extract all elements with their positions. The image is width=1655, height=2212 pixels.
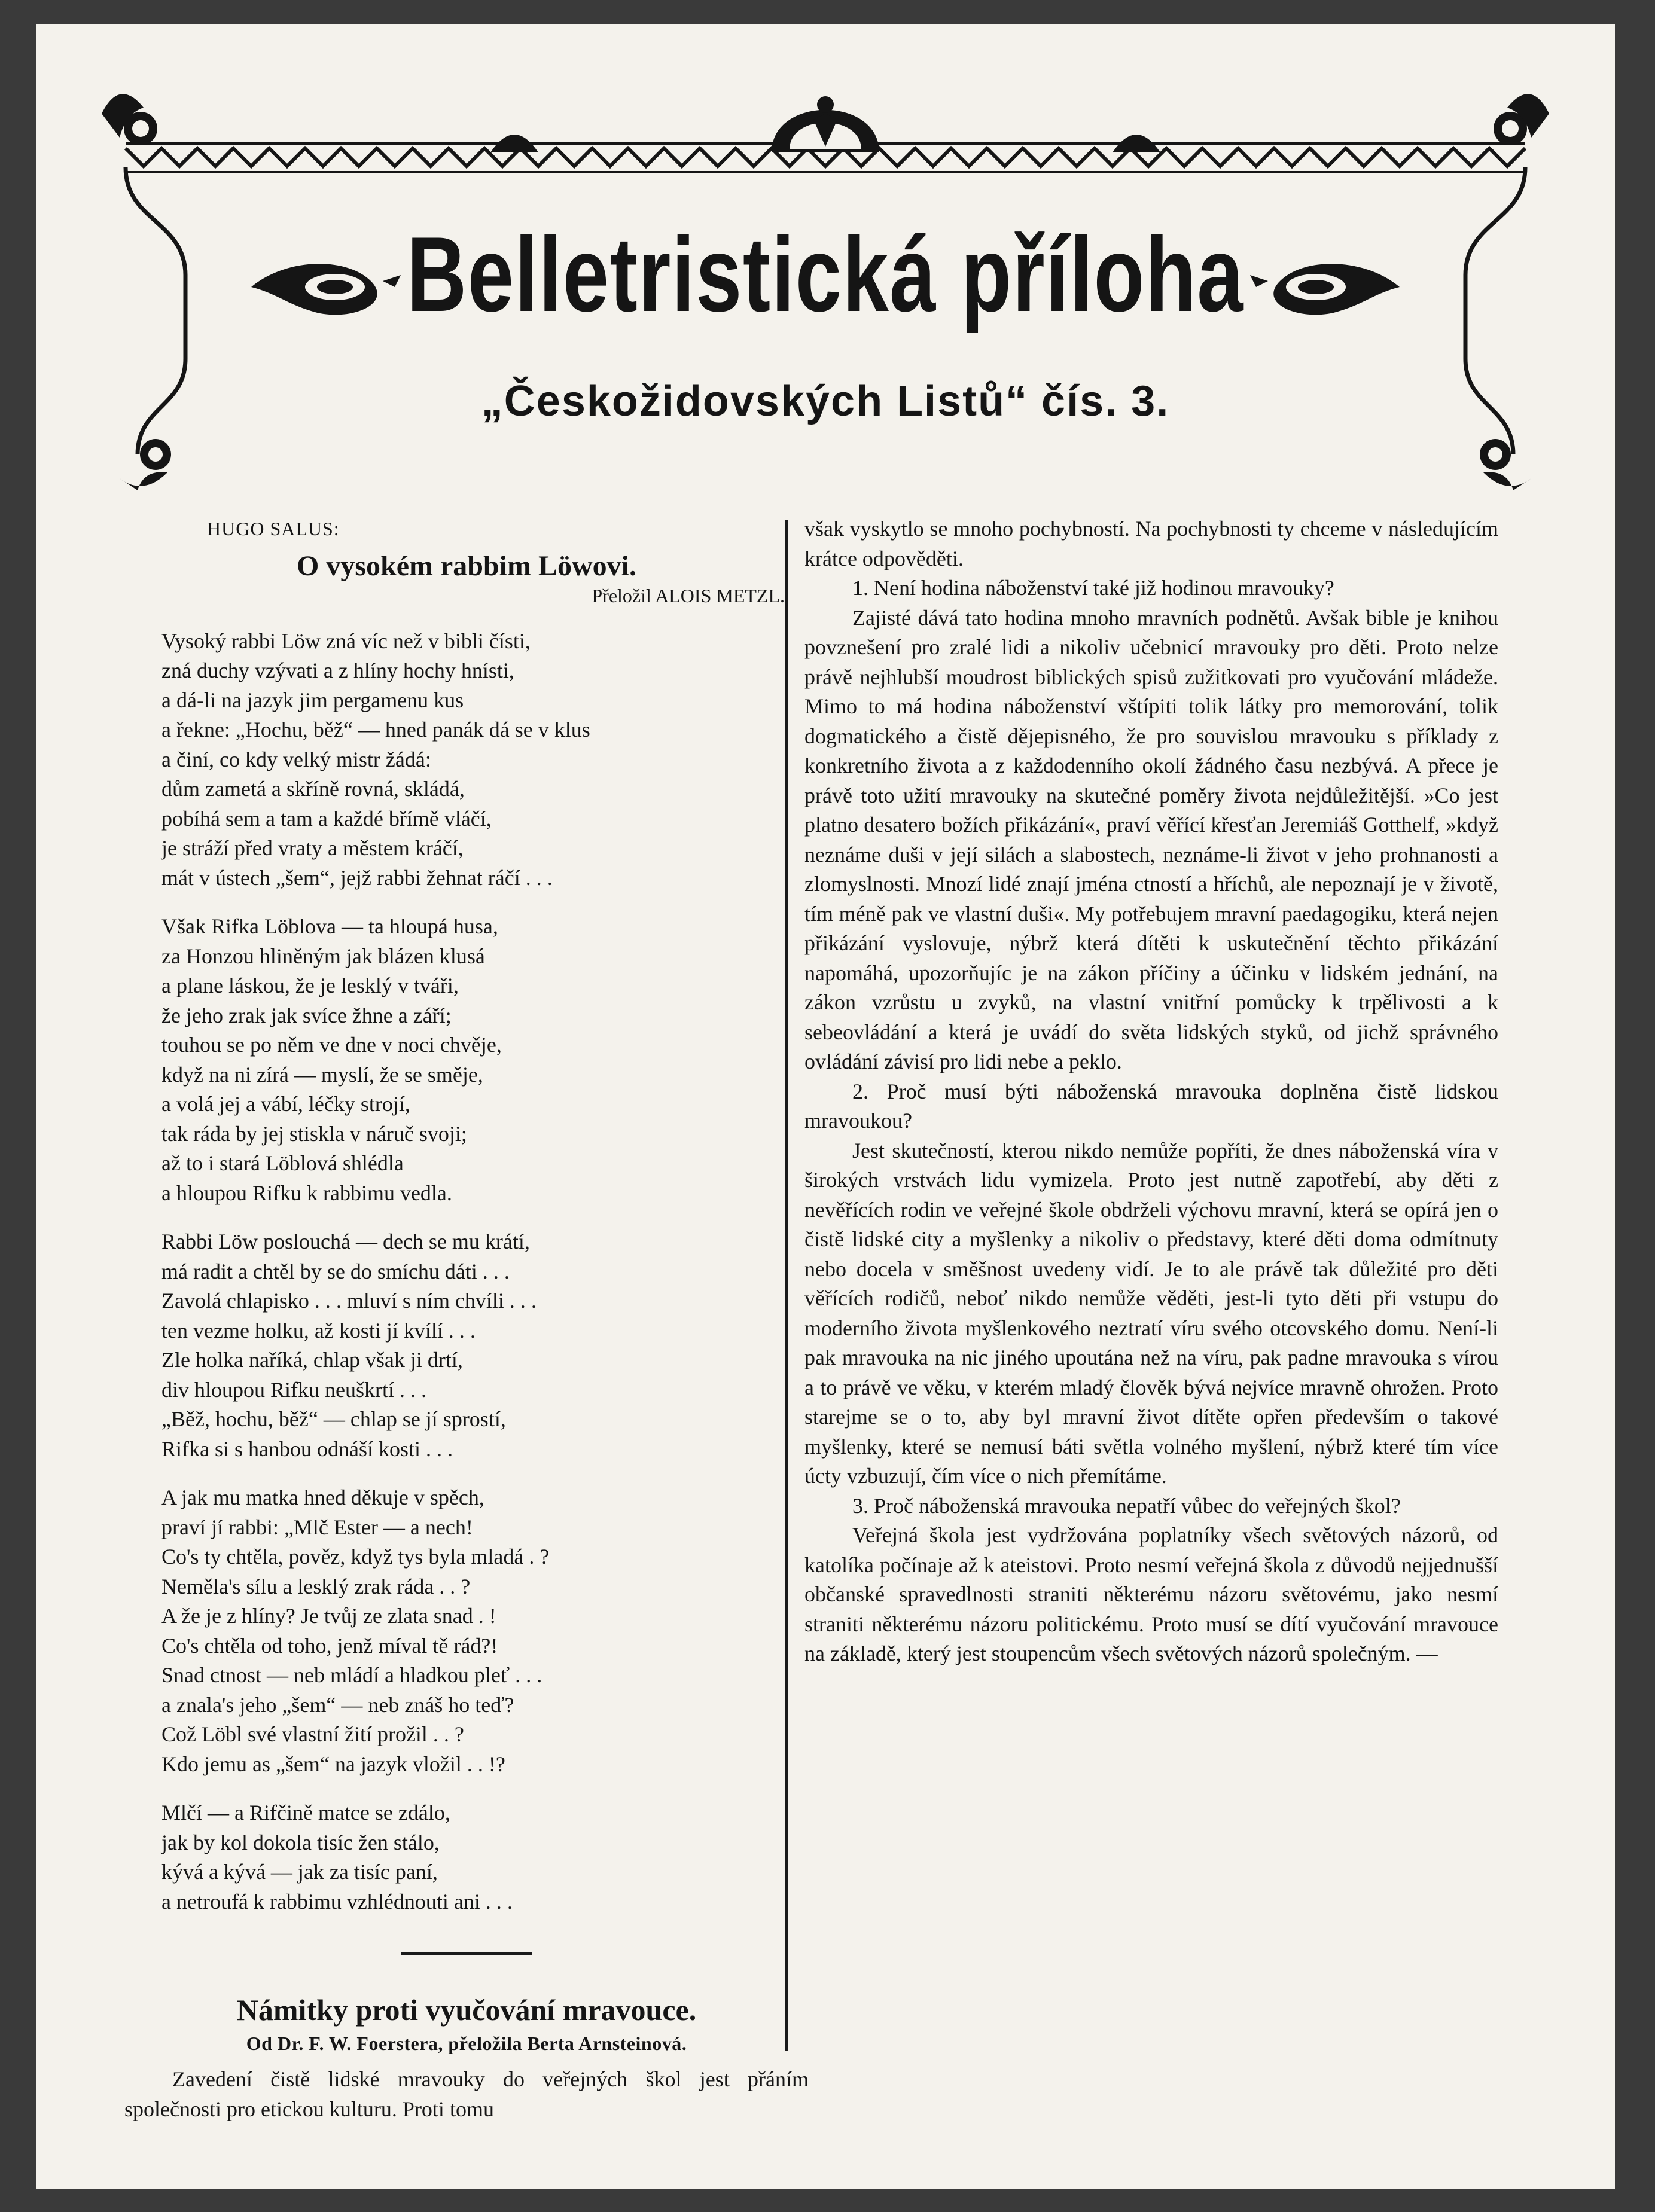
poem-line: a netroufá k rabbimu vzhlédnouti ani . . . — [161, 1889, 513, 1914]
article-byline: Od Dr. F. W. Foerstera, přeložila Berta Arnsteinová. — [246, 2033, 687, 2054]
corner-flourish-icon — [1480, 94, 1549, 490]
poem-title: O vysokém rabbim Löwovi. — [296, 550, 637, 582]
masthead-title: Belletristická příloha — [406, 215, 1245, 334]
poem-line: a řekne: „Hochu, běž“ — hned panák dá se v klus — [161, 718, 590, 742]
poem-author: HUGO SALUS: — [207, 518, 340, 539]
article-paragraph: Jest skutečností, kterou nikdo nemůže popříti, že dnes náboženská víra v širokých vrstvách lidu vymizela. Proto jest nutně zapotřebí, aby děti z nevěřících rodin ve veřejné škole obdrželi výchovu mravní, která se opírá jen o čistě lidské city a myšlenky a nikoliv o představy, které děti doma odmítnuty nebo docela v směšnost uvedeny vidí. Je to ale právě tak důležité pro děti věřících rodičů, neboť nikdo nemůže věděti, jest-li tyto děti při vstupu do moderního života myšlenkového neztratí víru svého otcovského domu. Není-li pak mravouka na nic jiného upoutána než na víru, pak padne mravouka s vírou a to právě ve věku, v kterém mladý člověk bývá nejvíce mravně ohrožen. Proto starejme se o to, aby byl mravní život dítěte opřen především o takové myšlenky, které se nemusí báti světla volného myšlení, nýbrž které tím více úcty vzbuzují, čím více o nich přemítáme. — [804, 1138, 1498, 1488]
poem-line: ten vezme holku, až kosti jí kvílí . . . — [161, 1318, 476, 1343]
poem-line: kývá a kývá — jak za tisíc paní, — [161, 1860, 438, 1884]
left-column — [124, 514, 809, 2124]
poem-line: Neměla's sílu a lesklý zrak ráda . . ? — [161, 1574, 471, 1598]
poem-line: zná duchy vzývati a z hlíny hochy hnísti, — [161, 658, 514, 682]
poem-line: Což Löbl své vlastní žití prožil . . ? — [161, 1722, 464, 1746]
poem-line: Rifka si s hanbou odnáší kosti . . . — [161, 1436, 453, 1461]
section-separator — [401, 1952, 532, 1955]
poem-line: touhou se po něm ve dne v noci chvěje, — [161, 1033, 502, 1057]
right-column — [804, 514, 1498, 1669]
poem-stanza — [161, 912, 809, 1208]
poem-line: Zle holka naříká, chlap však ji drtí, — [161, 1348, 463, 1372]
article-question: 3. Proč náboženská mravouka nepatří vůbec do veřejných škol? — [852, 1493, 1401, 1518]
poem-line: a činí, co kdy velký mistr žádá: — [161, 747, 431, 771]
poem-line: A jak mu matka hned děkuje v spěch, — [161, 1485, 484, 1509]
poem-stanza — [161, 1798, 809, 1917]
poem-line: Snad ctnost — neb mládí a hladkou pleť . . . — [161, 1663, 542, 1687]
poem-line: Co's chtěla od toho, jenž míval tě rád?! — [161, 1633, 498, 1658]
corner-flourish-icon — [102, 94, 171, 490]
poem-line: když na ni zírá — myslí, že se směje, — [161, 1062, 483, 1087]
poem-line: pobíhá sem a tam a každé břímě vláčí, — [161, 806, 492, 831]
poem-line: A že je z hlíny? Je tvůj ze zlata snad . ! — [161, 1604, 496, 1628]
poem-line: div hloupou Rifku neuškrtí . . . — [161, 1377, 426, 1402]
poem-line: dům zametá a skříně rovná, skládá, — [161, 777, 465, 801]
poem-line: a plane láskou, že je lesklý v tváři, — [161, 974, 459, 997]
poem-line: je stráží před vraty a městem kráčí, — [161, 836, 464, 860]
poem-line: mát v ústech „šem“, jejž rabbi žehnat ráčí . . . — [161, 865, 553, 890]
poem-stanza — [161, 1227, 809, 1464]
poem-line: a volá jej a vábí, léčky strojí, — [161, 1092, 410, 1116]
article-paragraph: Zajisté dává tato hodina mnoho mravních podnětů. Avšak bible je knihou povznešení pro zralé lidi a nikoliv učebnicí mravouky pro děti. Proto nelze právě nejhlubší moudrost biblických spisů zužitkovati pro vyučování mládeže. Mimo to má hodina náboženství vštípiti tolik látky pro memorování, tolik dogmatického a čistě dějepisného, že pro souvislou mravouku s příklady z konkretního života a z každodenního okolí žádného času nezbývá. A přece je právě toto užití mravouky na skutečné poměry života nejdůležitější. »Co jest platno desatero božích přikázání«, praví věřící křesťan Jeremiáš Gotthelf, »když neznáme duši v její silách a slabostech, neznáme-li život v jeho prohnanosti a zlomyslnosti. Mnozí lidé znají jména ctností a hříchů, ale nepoznají je v životě, tím méně pak ve vlastní duši«. My potřebujem mravní paedagogiku, která nejen přikázání vyslovuje, nýbrž která dítěti k uskutečnění těchto přikázání napomáhá, upozorňujíc je na zákon příčiny a účinku v lidském jednání, na zákon vzrůstu u zvyků, na vlastní vnitřní pomůcky k trpělivosti a k sebeovládání a která je uvádí do světa lidských styků, od jichž správného ovládání závisí pro lidi nebe a peklo. — [804, 605, 1498, 1073]
newspaper-page — [36, 24, 1615, 2189]
poem-line: Mlčí — a Rifčině matce se zdálo, — [161, 1801, 450, 1824]
poem-line: Rabbi Löw poslouchá — dech se mu krátí, — [161, 1229, 530, 1253]
poem-line: jak by kol dokola tisíc žen stálo, — [161, 1830, 440, 1854]
poem-line: až to i stará Löblová shlédla — [161, 1151, 404, 1175]
masthead-subtitle: „Českožidovských Listů“ čís. 3. — [481, 377, 1170, 425]
poem-line: a znala's jeho „šem“ — neb znáš ho teď? — [161, 1692, 514, 1717]
article-question: 2. Proč musí býti náboženská mravouka doplněna čistě lidskou mravoukou? — [804, 1079, 1498, 1133]
poem-stanza — [161, 1483, 809, 1779]
poem-line: „Běž, hochu, běž“ — chlap se jí sprostí, — [161, 1407, 506, 1431]
poem-stanza — [161, 627, 809, 893]
poem-line: tak ráda by jej stiskla v náruč svoji; — [161, 1121, 467, 1146]
poem-line: praví jí rabbi: „Mlč Ester — a nech! — [161, 1515, 473, 1539]
article-title: Námitky proti vyučování mravouce. — [236, 1993, 697, 2027]
poem-line: má radit a chtěl by se do smíchu dáti . . . — [161, 1259, 510, 1283]
article-question: 1. Není hodina náboženství také již hodinou mravouky? — [852, 576, 1334, 600]
poem-line: Však Rifka Löblova — ta hloupá husa, — [161, 914, 498, 938]
poem-line: a dá-li na jazyk jim pergamenu kus — [161, 688, 464, 712]
poem-line: Kdo jemu as „šem“ na jazyk vložil . . !? — [161, 1752, 505, 1776]
poem-line: že jeho zrak jak svíce žhne a září; — [161, 1003, 452, 1027]
poem-translator: Přeložil ALOIS METZL. — [592, 584, 785, 606]
poem-line: Co's ty chtěla, pověz, když tys byla mladá . ? — [161, 1545, 550, 1569]
poem-line: Zavolá chlapisko . . . mluví s ním chvíli . . . — [161, 1289, 537, 1313]
article-intro: Zavedení čistě lidské mravouky do veřejných škol jest přáním společnosti pro etickou kulturu. Proti tomu — [124, 2067, 809, 2121]
poem-line: a hloupou Rifku k rabbimu vedla. — [161, 1180, 452, 1205]
poem-line: Vysoký rabbi Löw zná víc než v bibli čísti, — [161, 628, 531, 653]
article-paragraph: Veřejná škola jest vydržována poplatníky všech světových názorů, od katolíka počínaje až k ateistovi. Proto nesmí veřejná škola z důvodů nejjednušší občanské spravedlnosti straniti některému názoru světovému, jako nesmí straniti některému názoru politickému. Proto musí se dítí vyučování mravouce na základě, který jest stoupencům všech světových názorů společným. — — [804, 1523, 1498, 1665]
article-paragraph: však vyskytlo se mnoho pochybností. Na pochybnosti ty chceme v následujícím krátce odpověděti. — [804, 517, 1498, 570]
poem-line: za Honzou hliněným jak blázen klusá — [161, 944, 485, 968]
